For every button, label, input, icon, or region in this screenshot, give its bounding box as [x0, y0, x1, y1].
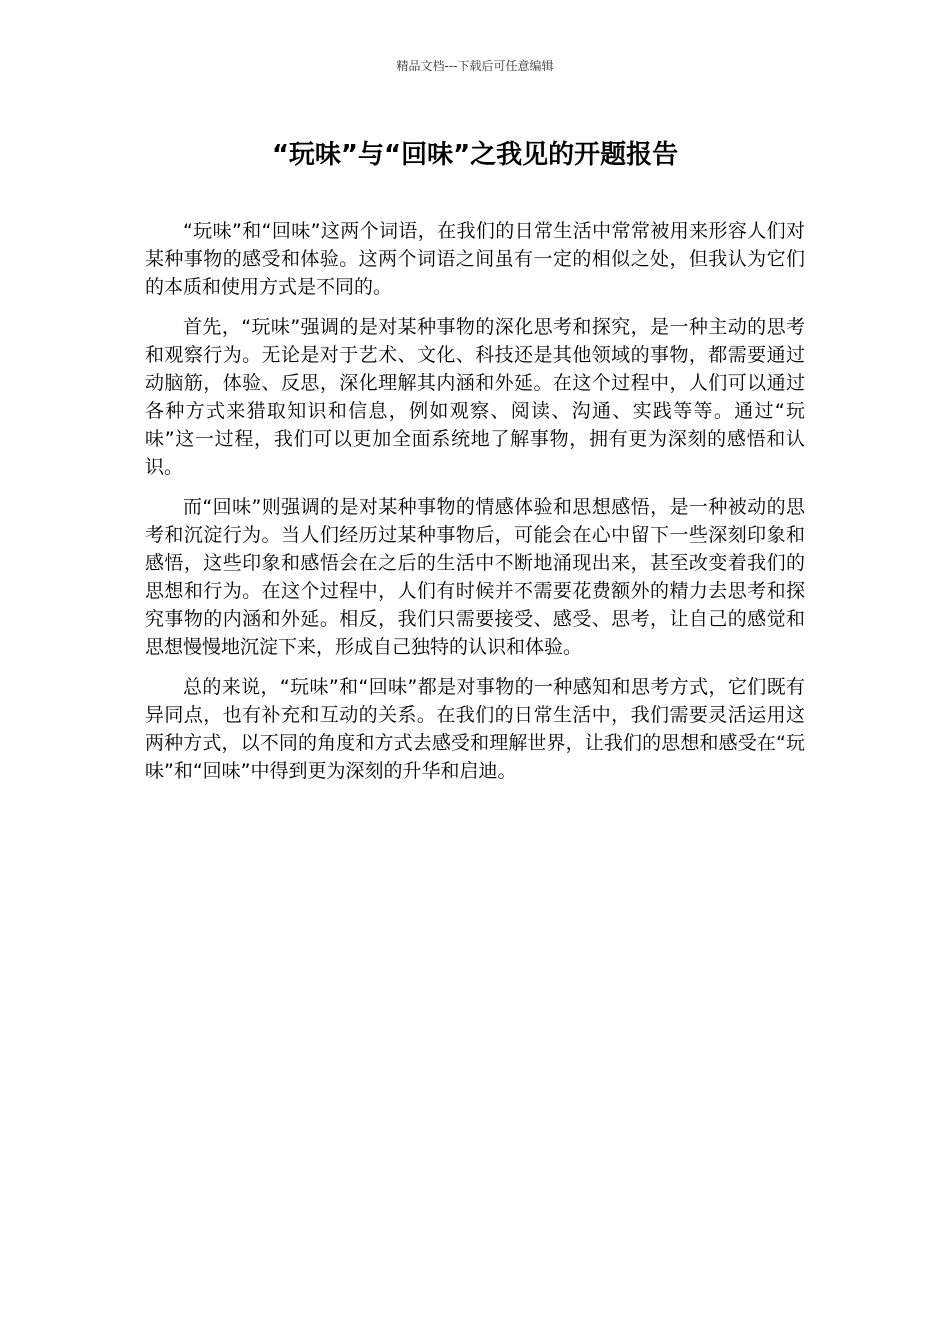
paragraph-3: 而“回味”则强调的是对某种事物的情感体验和思想感悟，是一种被动的思考和沉淀行为。当人们经历过某种事物后，可能会在心中留下一些深刻印象和感悟，这些印象和感悟会在之后的生活中不断地涌现出来，甚至改变着我们的思想和行为。在这个过程中，人们有时候并不需要花费额外的精力去思考和探究事物的内涵和外延。相反，我们只需要接受、感受、思考，让自己的感觉和思想慢慢地沉淀下来，形成自己独特的认识和体验。 [145, 496, 805, 658]
paragraph-1: “玩味”和“回味”这两个词语，在我们的日常生活中常常被用来形容人们对某种事物的感受和体验。这两个词语之间虽有一定的相似之处，但我认为它们的本质和使用方式是不同的。 [145, 220, 805, 298]
paragraph-4: 总的来说，“玩味”和“回味”都是对事物的一种感知和思考方式，它们既有异同点，也有补充和互动的关系。在我们的日常生活中，我们需要灵活运用这两种方式，以不同的角度和方式去感受和理解世界，让我们的思想和感受在“玩味”和“回味”中得到更为深刻的升华和启迪。 [145, 676, 805, 782]
document-title: “玩味”与“回味”之我见的开题报告 [271, 140, 679, 170]
header-note: 精品文档---下载后可任意编辑 [396, 59, 554, 73]
document-body [145, 217, 805, 797]
paragraph-2: 首先，“玩味”强调的是对某种事物的深化思考和探究，是一种主动的思考和观察行为。无论是对于艺术、文化、科技还是其他领域的事物，都需要通过动脑筋，体验、反思，深化理解其内涵和外延。在这个过程中，人们可以通过各种方式来猎取知识和信息，例如观察、阅读、沟通、实践等等。通过“玩味”这一过程，我们可以更加全面系统地了解事物，拥有更为深刻的感悟和认识。 [145, 316, 805, 478]
